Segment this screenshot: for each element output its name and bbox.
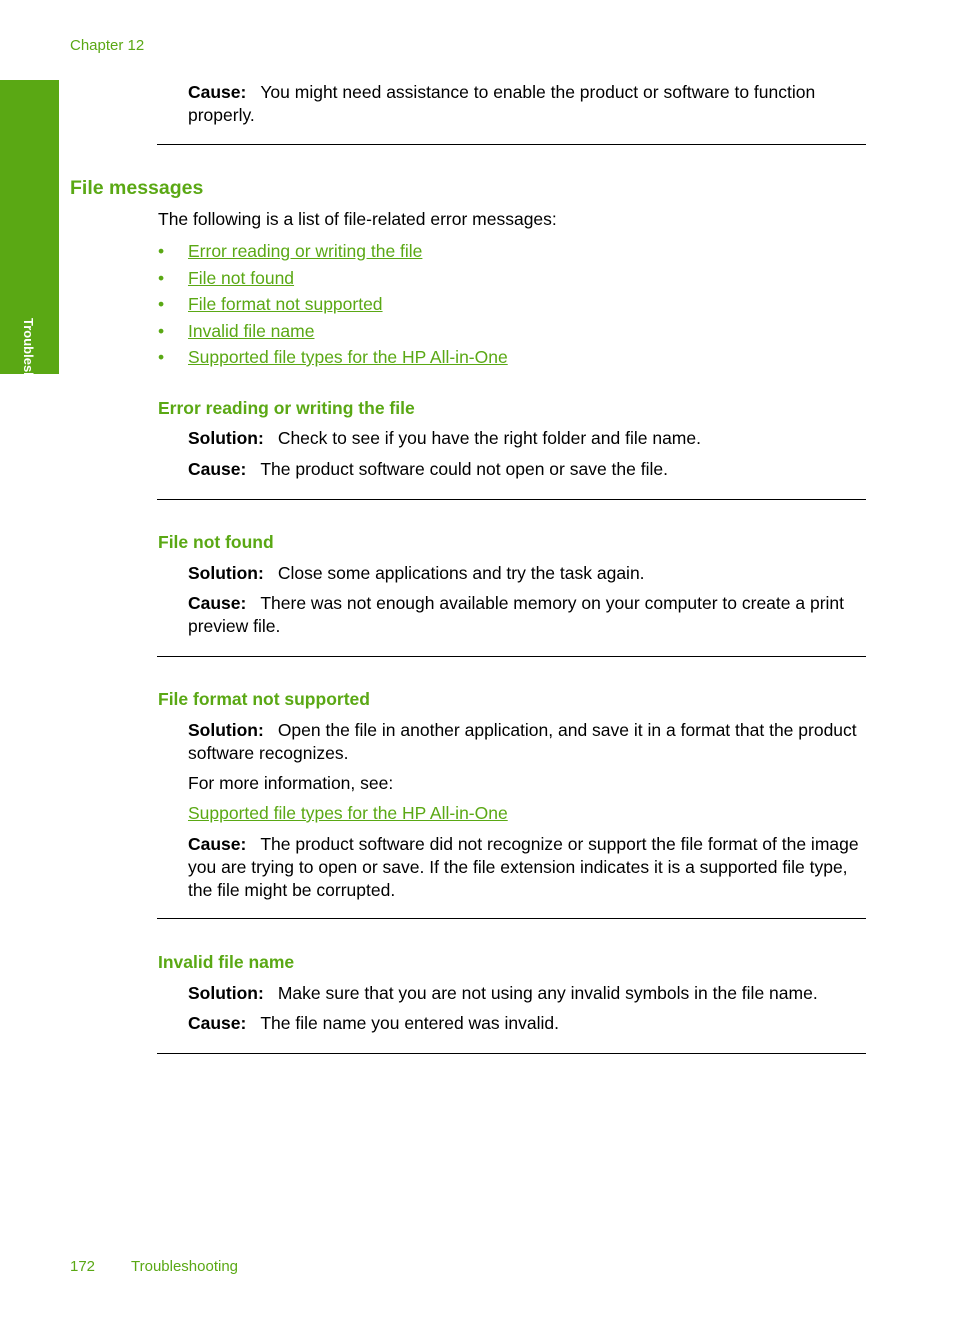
cause-text: There was not enough available memory on your computer to create a print preview file. [188, 593, 845, 636]
bullet: • [158, 294, 165, 314]
bullet: • [158, 320, 165, 341]
solution-text: Open the file in another application, and save it in a format that the product software recognizes. [188, 720, 857, 763]
cause-label: Cause: [188, 459, 247, 479]
bullet: • [158, 347, 165, 367]
link-supported-file-types[interactable]: Supported file types for the HP All-in-One [188, 803, 508, 823]
divider [157, 918, 866, 919]
solution-paragraph [188, 562, 868, 585]
link-error-reading[interactable]: Error reading or writing the file [188, 241, 423, 261]
solution-paragraph [188, 427, 868, 450]
solution-text: Make sure that you are not using any invalid symbols in the file name. [277, 983, 818, 1003]
cause-text: The product software could not open or save the file. [260, 459, 668, 479]
bullet: • [158, 241, 165, 261]
subsection-title-file-not-found: File not found [158, 532, 274, 552]
cause-paragraph [188, 1012, 868, 1035]
link-supported-file-types[interactable]: Supported file types for the HP All-in-One [188, 347, 508, 367]
solution-paragraph [188, 982, 868, 1005]
solution-label: Solution: [188, 563, 264, 583]
link-invalid-file-name[interactable]: Invalid file name [188, 320, 315, 341]
solution-text: Close some applications and try the task again. [277, 563, 645, 583]
side-tab [0, 80, 59, 420]
cause-label: Cause: [188, 1013, 247, 1033]
subsection-title-invalid-file-name: Invalid file name [158, 952, 295, 972]
link-file-not-found[interactable]: File not found [188, 267, 295, 288]
subsection-title-format-not-supported: File format not supported [158, 689, 370, 709]
solution-label: Solution: [188, 983, 264, 1003]
solution-label: Solution: [188, 428, 264, 448]
solution-text: Check to see if you have the right folder and file name. [277, 428, 701, 448]
cause-label: Cause: [188, 834, 247, 854]
cause-text: The product software did not recognize or support the file format of the image you are trying to open or save. If the file extension indicates it is a supported file type, the file might be corrupted. [188, 834, 859, 900]
solution-label: Solution: [188, 720, 264, 740]
cause-text: The file name you entered was invalid. [260, 1013, 559, 1033]
cause-text: You might need assistance to enable the product or software to function properly. [188, 82, 816, 125]
solution-paragraph [188, 719, 868, 765]
cause-paragraph [188, 833, 868, 902]
side-tab-label: Troubleshooting [21, 318, 36, 420]
section-title: File messages [70, 177, 204, 199]
chapter-header: Chapter 12 [70, 37, 145, 54]
more-info-text: For more information, see: [188, 773, 394, 793]
divider [157, 144, 866, 145]
footer-section-name: Troubleshooting [131, 1258, 239, 1275]
divider [157, 1053, 866, 1054]
cause-label: Cause: [188, 82, 247, 102]
cause-paragraph [188, 592, 868, 638]
link-format-not-supported[interactable]: File format not supported [188, 294, 383, 314]
bullet: • [158, 267, 165, 288]
divider [157, 499, 866, 500]
section-intro: The following is a list of file-related error messages: [158, 209, 557, 229]
cause-paragraph [188, 458, 868, 481]
see-also [188, 802, 868, 825]
divider [157, 656, 866, 657]
subsection-title-error-reading: Error reading or writing the file [158, 398, 415, 418]
top-cause [188, 81, 868, 127]
cause-label: Cause: [188, 593, 247, 613]
page-number: 172 [70, 1258, 96, 1275]
